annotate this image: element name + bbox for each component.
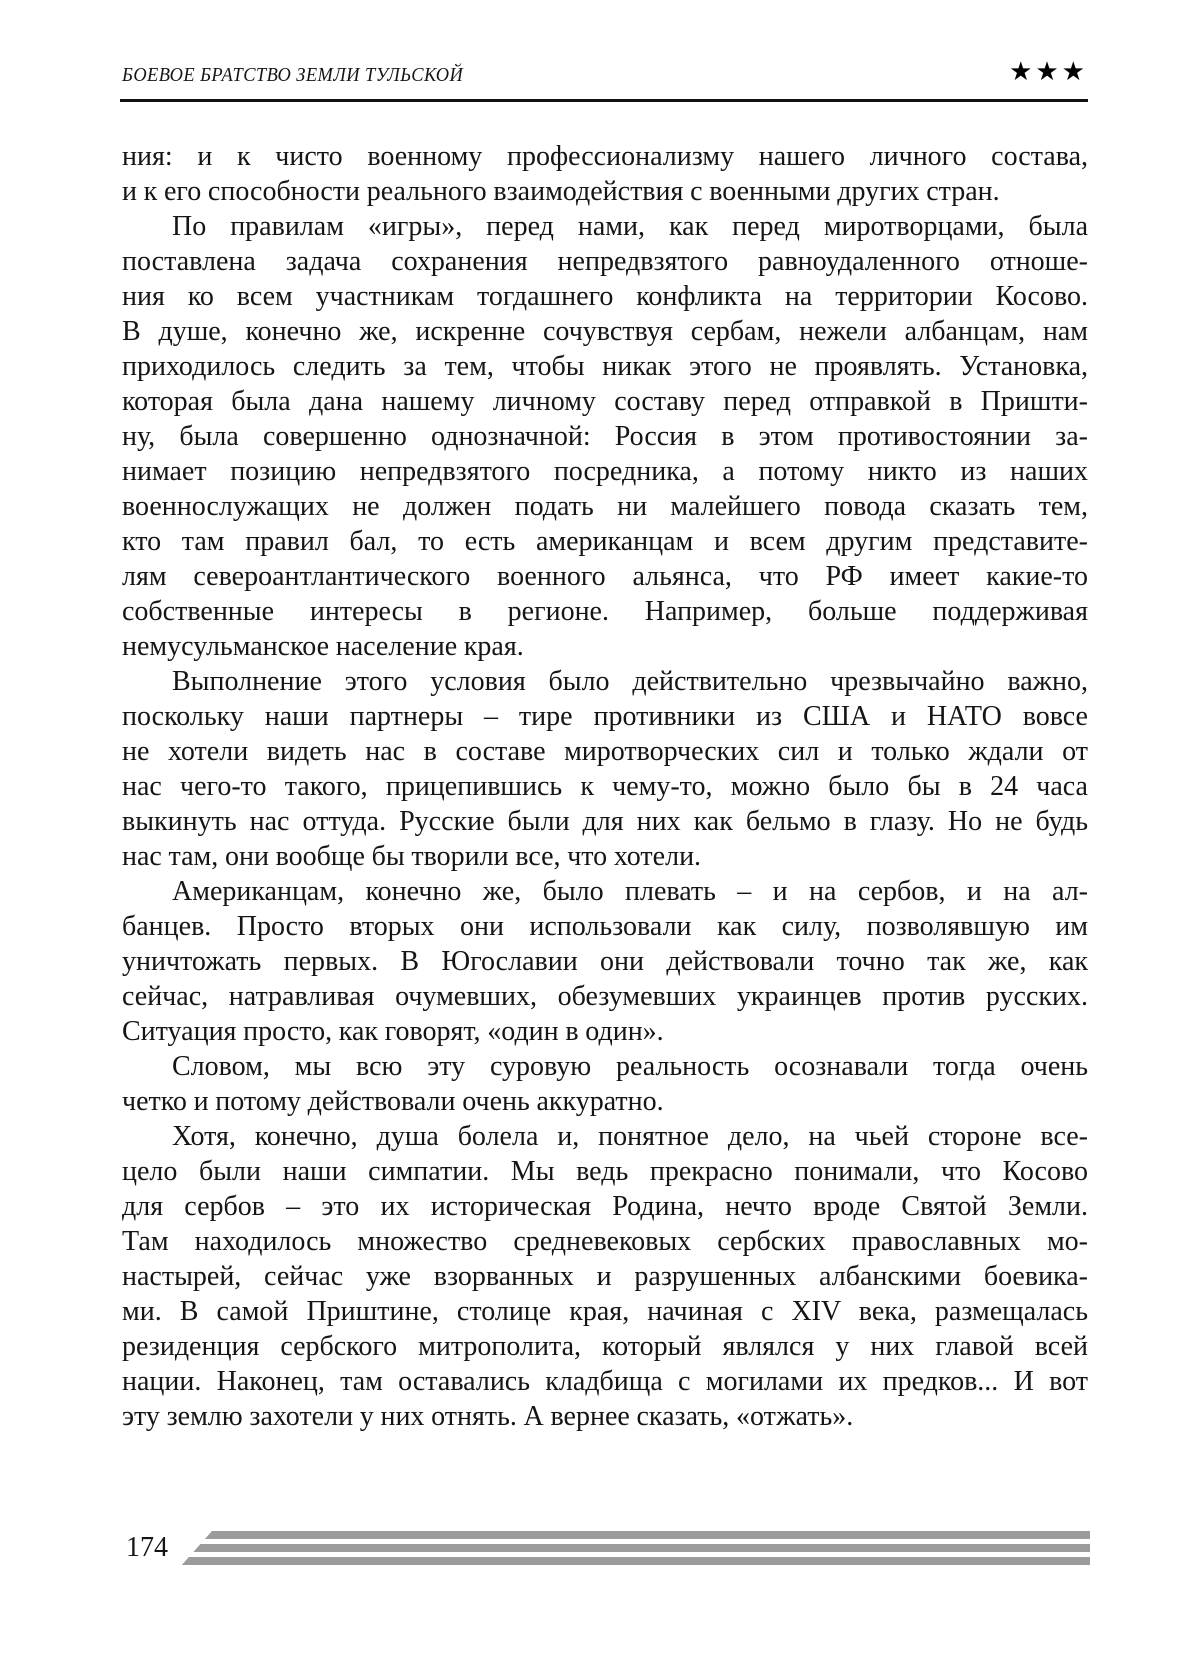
text-line: Выполнение этого условия было действительно чрезвычайно важно, bbox=[172, 666, 1088, 697]
paragraph bbox=[122, 664, 1088, 874]
text-line: поскольку наши партнеры – тире противники из США и НАТО вовсе bbox=[122, 701, 1088, 732]
text-line: и к его способности реального взаимодействия с военными других стран. bbox=[122, 176, 1000, 207]
footer-stripe bbox=[180, 1557, 1090, 1565]
text-line: В душе, конечно же, искренне сочувствуя сербам, нежели албанцам, нам bbox=[122, 316, 1088, 347]
text-line: для сербов – это их историческая Родина, нечто вроде Святой Земли. bbox=[122, 1191, 1088, 1222]
text-line: не хотели видеть нас в составе миротворческих сил и только ждали от bbox=[122, 736, 1088, 767]
text-line: немусульманское население края. bbox=[122, 631, 524, 662]
text-line: ну, была совершенно однозначной: Россия в этом противостоянии за- bbox=[122, 421, 1088, 452]
text-line: кто там правил бал, то есть американцам и всем другим представите- bbox=[122, 526, 1088, 557]
text-line: Американцам, конечно же, было плевать – и на сербов, и на ал- bbox=[172, 876, 1088, 907]
text-line: настырей, сейчас уже взорванных и разрушенных албанскими боевика- bbox=[122, 1261, 1088, 1292]
text-line: цело были наши симпатии. Мы ведь прекрасно понимали, что Косово bbox=[122, 1156, 1088, 1187]
footer-stripe bbox=[180, 1544, 1090, 1552]
text-line: Ситуация просто, как говорят, «один в один». bbox=[122, 1016, 664, 1047]
paragraph bbox=[122, 1119, 1088, 1434]
text-line: ния ко всем участникам тогдашнего конфликта на территории Косово. bbox=[122, 281, 1088, 312]
text-line: банцев. Просто вторых они использовали как силу, позволявшую им bbox=[122, 911, 1088, 942]
text-line: нас там, они вообще бы творили все, что хотели. bbox=[122, 841, 702, 872]
text-line: уничтожать первых. В Югославии они действовали точно так же, как bbox=[122, 946, 1088, 977]
running-title: БОЕВОЕ БРАТСТВО ЗЕМЛИ ТУЛЬСКОЙ bbox=[122, 64, 464, 86]
paragraph bbox=[122, 874, 1088, 1049]
text-line: приходилось следить за тем, чтобы никак этого не проявлять. Установка, bbox=[122, 351, 1088, 382]
text-line: военнослужащих не должен подать ни малейшего повода сказать тем, bbox=[122, 491, 1088, 522]
body-text bbox=[122, 139, 1088, 1434]
text-line: резиденция сербского митрополита, который являлся у них главой всей bbox=[122, 1331, 1088, 1362]
text-line: ния: и к чисто военному профессионализму нашего личного состава, bbox=[122, 141, 1088, 172]
text-line: Там находилось множество средневековых сербских православных мо- bbox=[122, 1226, 1088, 1257]
paragraph bbox=[122, 1049, 1088, 1119]
paragraph bbox=[122, 139, 1088, 209]
footer-stripe bbox=[180, 1531, 1090, 1539]
text-line: которая была дана нашему личному составу перед отправкой в Пришти- bbox=[122, 386, 1088, 417]
text-line: эту землю захотели у них отнять. А вернее сказать, «отжать». bbox=[122, 1401, 854, 1432]
text-line: лям североантлантического военного альянса, что РФ имеет какие-то bbox=[122, 561, 1088, 592]
text-line: поставлена задача сохранения непредвзятого равноудаленного отноше- bbox=[122, 246, 1088, 277]
text-line: собственные интересы в регионе. Например, больше поддерживая bbox=[122, 596, 1088, 627]
text-line: выкинуть нас оттуда. Русские были для них как бельмо в глазу. Но не будь bbox=[122, 806, 1088, 837]
header-rule bbox=[120, 99, 1088, 102]
three-stars-ornament: ★★★ bbox=[1009, 57, 1088, 87]
footer-stripes-ornament bbox=[180, 1531, 1090, 1567]
text-line: ми. В самой Приштине, столице края, начиная с XIV века, размещалась bbox=[122, 1296, 1088, 1327]
page-number: 174 bbox=[126, 1532, 168, 1563]
text-line: Хотя, конечно, душа болела и, понятное дело, на чьей стороне все- bbox=[172, 1121, 1088, 1152]
paragraph bbox=[122, 209, 1088, 664]
text-line: нации. Наконец, там оставались кладбища с могилами их предков... И вот bbox=[122, 1366, 1088, 1397]
text-line: четко и потому действовали очень аккуратно. bbox=[122, 1086, 664, 1117]
text-line: Словом, мы всю эту суровую реальность осознавали тогда очень bbox=[172, 1051, 1088, 1082]
text-line: нас чего-то такого, прицепившись к чему-то, можно было бы в 24 часа bbox=[122, 771, 1088, 802]
text-line: нимает позицию непредвзятого посредника, а потому никто из наших bbox=[122, 456, 1088, 487]
text-line: По правилам «игры», перед нами, как перед миротворцами, была bbox=[172, 211, 1088, 242]
text-line: сейчас, натравливая очумевших, обезумевших украинцев против русских. bbox=[122, 981, 1088, 1012]
